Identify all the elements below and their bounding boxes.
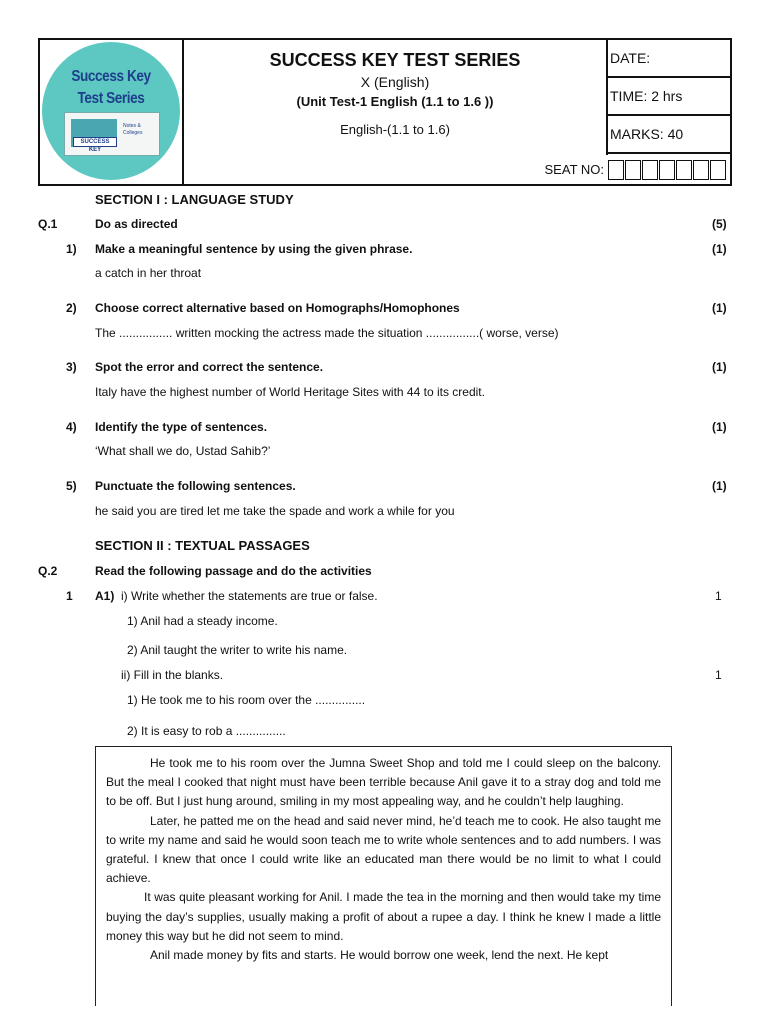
seat-box: [710, 160, 726, 180]
q2-text: Read the following passage and do the activities: [95, 564, 372, 578]
info-cell: [606, 40, 732, 155]
a1-i-instruction: i) Write whether the statements are true or false.: [121, 589, 378, 603]
item-content: a catch in her throat: [95, 266, 202, 280]
item-marks: (1): [712, 301, 727, 315]
a1-label: A1): [95, 589, 115, 603]
item-content: The ................ written mocking the actress made the situation ................( worse, verse): [95, 326, 559, 340]
passage-paragraph: He took me to his room over the Jumna Sweet Shop and told me I could sleep on the balcony. But the meal I cooked that night must have been terrible because Anil gave it to a stray dog and told me to be off. But I just hung around, smiling in my most appealing way, and he couldn’t help laughing.: [106, 756, 661, 809]
marks-field: MARKS: 40: [608, 116, 732, 154]
time-field: TIME: 2 hrs: [608, 78, 732, 116]
a1-ii-marks: 1: [715, 668, 722, 682]
item-content: he said you are tired let me take the spade and work a while for you: [95, 504, 455, 518]
q1-text: Do as directed: [95, 217, 178, 231]
seat-box: [693, 160, 709, 180]
logo: [42, 42, 180, 180]
seat-label: SEAT NO:: [544, 162, 604, 177]
fill-blank-item: 2) It is easy to rob a ...............: [127, 724, 286, 738]
passage-box: [95, 746, 672, 1006]
section2-heading: SECTION II : TEXTUAL PASSAGES: [95, 538, 310, 553]
subtitle: X (English): [360, 74, 430, 90]
item-instruction: Identify the type of sentences.: [95, 420, 268, 434]
item-number: 4): [66, 420, 77, 434]
q2-number: Q.2: [38, 564, 58, 578]
passage-paragraph: Later, he patted me on the head and said never mind, he’d teach me to cook. He also taught me to write my name and said he would soon teach me to write whole sentences and to add numbers. I was grateful. I knew that once I could write like an educated man there would be no limit to what I could achieve.: [106, 813, 661, 886]
item-content: Italy have the highest number of World Heritage Sites with 44 to its credit.: [95, 385, 485, 399]
fill-blank-item: 1) He took me to his room over the ...............: [127, 693, 366, 707]
a1-ii-instruction: ii) Fill in the blanks.: [121, 668, 224, 682]
passage-paragraph: Anil made money by fits and starts. He would borrow one week, lend the next. He kept: [150, 948, 609, 963]
item-instruction: Make a meaningful sentence by using the given phrase.: [95, 242, 413, 256]
section1-heading: SECTION I : LANGUAGE STUDY: [95, 192, 294, 207]
item-content: ‘What shall we do, Ustad Sahib?’: [95, 444, 271, 458]
seat-box: [659, 160, 675, 180]
q1-number: Q.1: [38, 217, 58, 231]
passage-paragraph: It was quite pleasant working for Anil. I made the tea in the morning and then would take my time buying the day’s supplies, usually making a profit of about a rupee a day. I think he knew I made a little money this way but he did not seem to mind.: [106, 890, 661, 943]
logo-cell: [40, 40, 184, 184]
seat-number-boxes: [606, 158, 730, 182]
true-false-item: 1) Anil had a steady income.: [127, 614, 278, 628]
item-instruction: Punctuate the following sentences.: [95, 479, 296, 493]
sub-question-number: 1: [66, 589, 73, 603]
a1-i-marks: 1: [715, 589, 722, 603]
seat-box: [676, 160, 692, 180]
logo-side-text: Notes & Colleges: [123, 123, 143, 136]
item-marks: (1): [712, 479, 727, 493]
seat-box: [608, 160, 624, 180]
date-field: DATE:: [608, 40, 732, 78]
logo-text-line1: Success Key: [71, 68, 151, 85]
title-cell: [184, 40, 606, 184]
true-false-item: 2) Anil taught the writer to write his name.: [127, 643, 348, 657]
syllabus-line: English-(1.1 to 1.6): [340, 122, 450, 137]
item-marks: (1): [712, 420, 727, 434]
q1-marks: (5): [712, 217, 727, 231]
unit-line: (Unit Test-1 English (1.1 to 1.6 )): [296, 94, 494, 109]
seat-box: [642, 160, 658, 180]
item-number: 5): [66, 479, 77, 493]
item-instruction: Spot the error and correct the sentence.: [95, 360, 324, 374]
header-table: [38, 38, 732, 186]
logo-badge-text: SUCCESS KEY: [73, 137, 117, 147]
page-title: SUCCESS KEY TEST SERIES: [269, 50, 521, 70]
item-number: 3): [66, 360, 77, 374]
item-marks: (1): [712, 360, 727, 374]
seat-box: [625, 160, 641, 180]
item-instruction: Choose correct alternative based on Homographs/Homophones: [95, 301, 460, 315]
item-marks: (1): [712, 242, 727, 256]
logo-badge: [64, 112, 160, 156]
logo-text-line2: Test Series: [77, 90, 145, 107]
item-number: 2): [66, 301, 77, 315]
item-number: 1): [66, 242, 77, 256]
